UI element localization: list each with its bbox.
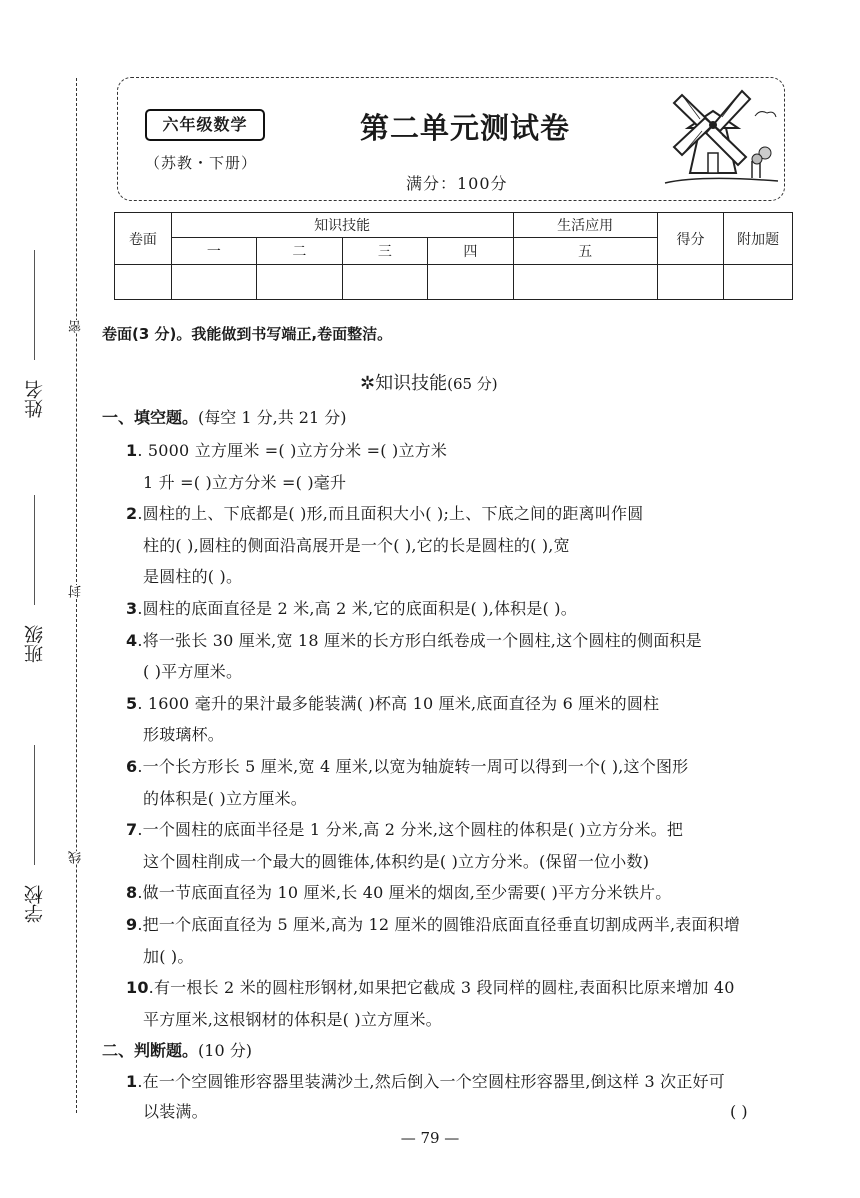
class-write-line[interactable] — [34, 495, 35, 605]
class-label: 班级 — [24, 625, 46, 663]
full-score: 满分：100分 — [406, 174, 508, 193]
question-line — [143, 851, 649, 873]
score-cell[interactable] — [171, 265, 256, 300]
seal-mi: 密 — [69, 320, 84, 333]
question-line — [143, 788, 307, 810]
part2-title: 二、判断题。 — [102, 1041, 199, 1060]
col-3: 三 — [342, 238, 427, 265]
part2-points: (10 分) — [198, 1041, 252, 1060]
judge-answer-bracket[interactable]: ( ) — [730, 1102, 748, 1121]
question-line — [143, 661, 242, 683]
name-label: 姓名 — [24, 380, 46, 418]
question-number: 7 — [126, 820, 138, 840]
score-cell[interactable] — [257, 265, 342, 300]
question-line — [143, 566, 242, 588]
question-number: 2 — [126, 504, 138, 524]
question-text: 这个圆柱削成一个最大的圆锥体,体积约是( )立方分米。(保留一位小数) — [143, 851, 650, 871]
part2-heading — [102, 1040, 252, 1062]
grade-badge: 六年级数学 — [145, 109, 265, 141]
score-table — [114, 212, 793, 300]
binding-margin — [0, 0, 100, 1198]
col-1: 一 — [171, 238, 256, 265]
question-line — [126, 756, 688, 778]
question-text: 形玻璃杯。 — [143, 725, 225, 745]
score-cell[interactable] — [115, 265, 172, 300]
question-number: 3 — [126, 599, 138, 618]
question-line — [143, 1101, 208, 1123]
question-line — [126, 440, 447, 462]
score-cell[interactable] — [657, 265, 724, 300]
question-text: .一个圆柱的底面半径是 1 分米,高 2 分米,这个圆柱的体积是( )立方分米。把 — [137, 820, 684, 840]
question-number: 6 — [126, 757, 138, 776]
question-line — [126, 819, 683, 841]
school-label: 学校 — [24, 885, 46, 923]
col-defen: 得分 — [657, 213, 724, 265]
question-text: 的体积是( )立方厘米。 — [143, 788, 307, 808]
section-points: (65 分) — [447, 375, 498, 393]
question-text: .一个长方形长 5 厘米,宽 4 厘米,以宽为轴旋转一周可以得到一个( ),这个图形 — [137, 757, 689, 776]
question-line — [143, 535, 570, 557]
col-2: 二 — [257, 238, 342, 265]
score-cell[interactable] — [724, 265, 793, 300]
question-line — [126, 914, 740, 936]
question-line — [143, 472, 346, 494]
part1-title: 一、填空题。 — [102, 408, 199, 427]
name-write-line[interactable] — [34, 250, 35, 360]
question-number: 4 — [126, 630, 138, 650]
section-heading — [360, 369, 498, 395]
question-text: ( )平方厘米。 — [143, 662, 243, 682]
question-line — [126, 977, 735, 999]
question-text: 加( )。 — [143, 946, 194, 966]
part1-points: (每空 1 分,共 21 分) — [198, 408, 347, 427]
question-text: 平方厘米,这根钢材的体积是( )立方厘米。 — [143, 1009, 442, 1029]
score-cell[interactable] — [428, 265, 513, 300]
col-4: 四 — [428, 238, 513, 265]
windmill-illustration — [660, 83, 780, 193]
question-text: .在一个空圆锥形容器里装满沙土,然后倒入一个空圆柱形容器里,倒这样 3 次正好可 — [137, 1072, 725, 1091]
question-line — [126, 693, 659, 715]
part1-heading — [102, 407, 346, 429]
score-cell[interactable] — [513, 265, 657, 300]
col-fujia: 附加题 — [724, 213, 793, 265]
question-text: 以装满。 — [143, 1102, 208, 1121]
page-number: — 79 — — [400, 1129, 460, 1147]
section-name: 知识技能 — [375, 373, 448, 394]
seal-feng: 封 — [69, 585, 84, 598]
col-juanmian: 卷面 — [115, 213, 172, 265]
question-text: . 1600 毫升的果汁最多能装满( )杯高 10 厘米,底面直径为 6 厘米的圆柱 — [137, 693, 660, 713]
school-write-line[interactable] — [34, 745, 35, 865]
score-cell[interactable] — [342, 265, 427, 300]
question-text: 是圆柱的( )。 — [143, 567, 243, 587]
col-shenghuo: 生活应用 — [513, 213, 657, 238]
intro-text: 卷面(3 分)。我能做到书写端正,卷面整洁。 — [102, 325, 393, 343]
col-5: 五 — [513, 238, 657, 265]
question-text: .做一节底面直径为 10 厘米,长 40 厘米的烟囱,至少需要( )平方分米铁片。 — [137, 883, 672, 903]
question-text: 1 升 =( )立方分米 =( )毫升 — [143, 472, 347, 492]
question-number: 1 — [126, 441, 138, 460]
question-text: 柱的( ),圆柱的侧面沿高展开是一个( ),它的长是圆柱的( ),宽 — [143, 535, 570, 555]
question-line — [126, 630, 702, 652]
question-line — [143, 724, 224, 746]
question-text: .将一张长 30 厘米,宽 18 厘米的长方形白纸卷成一个圆柱,这个圆柱的侧面积是 — [137, 630, 702, 650]
seal-xian: 线 — [69, 851, 84, 864]
question-number: 5 — [126, 693, 138, 713]
question-line — [126, 598, 577, 620]
question-number: 8 — [126, 883, 138, 903]
edition-label: （苏教・下册） — [145, 154, 258, 172]
question-line — [126, 882, 671, 904]
question-line — [143, 946, 194, 968]
question-text: .圆柱的底面直径是 2 米,高 2 米,它的底面积是( ),体积是( )。 — [137, 599, 577, 618]
col-zhishi: 知识技能 — [171, 213, 513, 238]
question-number: 1 — [126, 1072, 138, 1091]
question-number: 10 — [126, 978, 149, 998]
question-line — [126, 1071, 725, 1093]
question-number: 9 — [126, 915, 138, 934]
question-line — [126, 503, 643, 525]
question-text: .圆柱的上、下底都是( )形,而且面积大小( );上、下底之间的距离叫作圆 — [137, 504, 644, 524]
question-text: .有一根长 2 米的圆柱形钢材,如果把它截成 3 段同样的圆柱,表面积比原来增加 40 — [148, 978, 735, 998]
question-text: . 5000 立方厘米 =( )立方分米 =( )立方米 — [137, 441, 448, 460]
question-text: .把一个底面直径为 5 厘米,高为 12 厘米的圆锥沿底面直径垂直切割成两半,表面积增 — [137, 915, 741, 934]
exam-title: 第二单元测试卷 — [359, 111, 570, 145]
question-line — [143, 1009, 442, 1031]
section-star-icon: ✲ — [360, 373, 376, 394]
